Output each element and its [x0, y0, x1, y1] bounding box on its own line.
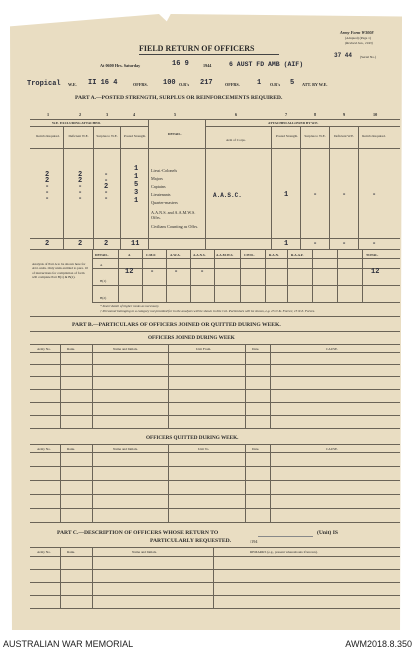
an-row-a: A: [100, 263, 103, 267]
total-col7: 1: [284, 240, 289, 248]
an-head-cmf: C.M.F.: [146, 253, 156, 257]
an-head-detail: DETAIL.: [95, 253, 109, 257]
form-id: Army Form W3008: [340, 30, 374, 35]
arm-corps-value: A.A.S.C.: [213, 192, 242, 199]
detail-captains: Captains: [151, 184, 166, 189]
quitted-title: OFFICERS QUITTED DURING WEEK.: [146, 435, 239, 441]
quitted-col-name: Name and Initials.: [113, 447, 138, 451]
colnum-6: 6: [235, 112, 238, 117]
an-head-total: TOTAL.: [366, 253, 379, 257]
part-c-unit-is: (Unit) IS: [317, 530, 338, 536]
total-col4: 11: [131, 240, 140, 248]
head-deficient-att: Deficient W.E.: [333, 134, 355, 138]
total-col10: -: [372, 240, 377, 248]
form-id-adapted: (Adapted) (Page 1): [345, 36, 371, 40]
head-posted-att: Posted Strength.: [275, 134, 299, 138]
detail-aans: A.A.N.S. and A.A.M.W.S. Offrs.: [151, 210, 196, 220]
part-a-heading: PART A.—POSTED STRENGTH, SURPLUS OR REINFORCEMENTS REQUIRED.: [75, 95, 283, 101]
offrs2-label: OFFRS.: [225, 82, 240, 87]
we-label: W.E.: [68, 82, 77, 87]
an-head-raaf: R.A.A.F.: [291, 253, 304, 257]
col4-values: 1 1 5 3 1: [134, 165, 139, 205]
serial-number: 37 44: [334, 52, 353, 59]
footer-right: AWM2018.8.350: [345, 639, 412, 649]
unit-handwritten: 6 AUST FD AMB (AIF): [229, 61, 304, 68]
an-awa-value: -: [174, 268, 179, 276]
colnum-3: 3: [106, 112, 109, 117]
date-handwritten: 16 9: [172, 60, 189, 68]
an-head-a: A: [128, 253, 131, 257]
part-b-heading: PART B.—PARTICULARS OF OFFICERS JOINED OR QUITTED DURING WEEK.: [72, 322, 281, 328]
detail-lt-col: Lieut.-Colonels: [151, 168, 178, 173]
footer-bar: [0, 636, 416, 653]
col10-value: -: [372, 191, 377, 199]
joined-col-date: Date.: [252, 347, 260, 351]
head-surplus-att: Surplus to W.E.: [304, 134, 326, 138]
colnum-9: 9: [343, 112, 346, 117]
note-personnel: † Personnel belonging to a category not provided for in the analysis will be shown in this Col. Particulars will be shown, e.g. 25 U.K. Forces; 15 N.Z. Forces.: [100, 309, 316, 313]
an-row-b1: B(1): [100, 279, 107, 283]
part-c-particularly: PARTICULARLY REQUESTED.: [150, 538, 232, 544]
footer-left: AUSTRALIAN WAR MEMORIAL: [3, 639, 134, 649]
col9-value: -: [342, 191, 347, 199]
an-total-value: 12: [371, 268, 380, 276]
analysis-note: Analysis of Part A to be shown here for ALL units. Only units entitled to para. 10 of instructions for compilation of form will complete Part B(1) & B(2).: [32, 262, 89, 280]
quitted-col-date: Date.: [252, 447, 260, 451]
an-row-b2: B(2): [100, 296, 107, 300]
ors2-label: O.R's: [270, 82, 281, 87]
colnum-2: 2: [79, 112, 82, 117]
an-head-ran: R.A.N.: [269, 253, 279, 257]
at-label: At 0600 Hrs. Saturday: [100, 63, 141, 68]
total-col9: -: [342, 240, 347, 248]
part-c-date: /194: [250, 539, 258, 544]
an-head-aans: A.A.N.S.: [193, 253, 206, 257]
head-arm-corps: Arm of Corps.: [226, 138, 246, 142]
c-col-army: Army No.: [37, 550, 51, 554]
group-we-excl: W.E. EXCLUDING ATTACHED.: [52, 121, 101, 125]
c-col-remarks: REMARKS (e.g., present whereabouts if known).: [250, 550, 318, 554]
joined-col-name: Name and Initials.: [113, 347, 138, 351]
quitted-col-unit: Unit To.: [198, 447, 210, 451]
total-col1: 2: [45, 240, 50, 248]
quitted-col-army: Army No.: [37, 447, 51, 451]
att-label: ATT. BY W.E.: [302, 82, 328, 87]
an-cmf-value: -: [150, 268, 155, 276]
an-head-awa: A.W.A.: [170, 253, 181, 257]
colnum-4: 4: [133, 112, 136, 117]
colnum-7: 7: [285, 112, 288, 117]
serial-label: (Serial No.): [360, 55, 377, 59]
offrs-label: OFFRS.: [133, 82, 148, 87]
head-reints: Rein'ts Required.: [36, 134, 60, 138]
detail-majors: Majors: [151, 176, 163, 181]
an-aans-value: -: [200, 268, 205, 276]
ors-value: 217: [200, 79, 213, 87]
ors2-value: 5: [290, 79, 295, 87]
c-col-name: Name and Initials.: [132, 550, 157, 554]
form-title: FIELD RETURN OF OFFICERS: [139, 44, 255, 53]
detail-qm: Quarter-masters: [151, 200, 178, 205]
col7-value: 1: [284, 191, 289, 199]
colnum-10: 10: [373, 112, 378, 117]
detail-lieutenants: Lieutenants: [151, 192, 171, 197]
total-col2: 2: [78, 240, 83, 248]
joined-col-army: Army No.: [37, 347, 51, 351]
head-posted: Posted Strength.: [123, 134, 147, 138]
quitted-col-rank: Rank.: [67, 447, 76, 451]
we-value: II 16 4: [88, 79, 118, 87]
col1-values: 2 2 - - -: [45, 171, 50, 203]
an-head-civil: CIVIL.: [244, 253, 255, 257]
joined-col-unit: Unit From.: [196, 347, 212, 351]
year: 1944: [203, 63, 212, 68]
total-col3: 2: [104, 240, 109, 248]
colnum-5: 5: [174, 112, 177, 117]
joined-col-rank: Rank.: [67, 347, 76, 351]
offrs-value: 100: [163, 79, 176, 87]
head-surplus: Surplus to W.E.: [96, 134, 118, 138]
we-tropical: Tropical: [27, 80, 61, 88]
detail-civilians: Civilians Counting as Offrs.: [151, 224, 199, 229]
head-detail: DETAIL.: [168, 132, 182, 136]
ors-label: O.R's: [179, 82, 190, 87]
quitted-col-cause: CAUSE.: [326, 447, 338, 451]
joined-col-cause: CAUSE.: [326, 347, 338, 351]
col2-values: 2 2 - - -: [78, 171, 83, 203]
c-col-rank: Rank.: [67, 550, 76, 554]
colnum-8: 8: [314, 112, 317, 117]
an-head-aamws: A.A.M.W.S.: [216, 253, 234, 257]
an-a-value: 12: [125, 268, 134, 276]
head-reints-att: Rein'ts Required.: [362, 134, 386, 138]
group-attached: ATTACHED ALLOWED BY W.E.: [268, 121, 319, 125]
form-id-revised: (Revised Jan., 1943): [345, 41, 373, 45]
offrs2-value: 1: [257, 79, 262, 87]
part-c-heading: PART C.—DESCRIPTION OF OFFICERS WHOSE RETURN TO: [57, 530, 219, 536]
total-col8: -: [313, 240, 318, 248]
head-deficient: Deficient W.E.: [68, 134, 89, 138]
note-higher-ranks: * Insert detail of higher ranks as necessary.: [100, 304, 160, 308]
col8-value: -: [313, 191, 318, 199]
joined-title: OFFICERS JOINED DURING WEEK: [148, 335, 235, 341]
col3-values: - - 2 - -: [104, 171, 109, 203]
colnum-1: 1: [47, 112, 50, 117]
